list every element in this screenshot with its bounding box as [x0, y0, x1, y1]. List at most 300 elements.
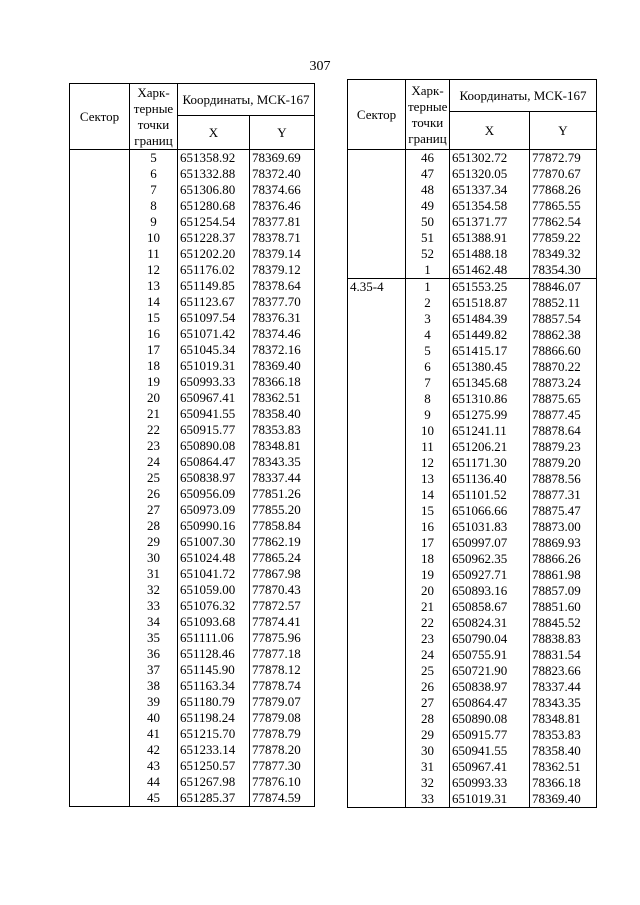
sector-cell: [70, 214, 130, 230]
table-row: [70, 422, 315, 438]
table-row: [70, 294, 315, 310]
sector-cell: [348, 407, 406, 423]
table-row: [70, 374, 315, 390]
y-coordinate-cell: 77865.55: [530, 198, 597, 214]
table-row: [348, 359, 597, 375]
point-number-cell: 21: [130, 406, 178, 422]
y-coordinate-cell: 78877.31: [530, 487, 597, 503]
table-row: [348, 791, 597, 808]
coords-header: Координаты, МСК-167: [178, 84, 315, 116]
table-row: [70, 758, 315, 774]
x-coordinate-cell: 651128.46: [178, 646, 250, 662]
y-coordinate-cell: 78869.93: [530, 535, 597, 551]
x-coordinate-cell: 651101.52: [450, 487, 530, 503]
y-coordinate-cell: 78358.40: [530, 743, 597, 759]
y-coordinate-cell: 78852.11: [530, 295, 597, 311]
x-coordinate-cell: 651380.45: [450, 359, 530, 375]
point-number-cell: 14: [130, 294, 178, 310]
x-coordinate-cell: 650993.33: [450, 775, 530, 791]
point-number-cell: 39: [130, 694, 178, 710]
table-row: [348, 343, 597, 359]
sector-cell: [348, 311, 406, 327]
y-coordinate-cell: 78875.65: [530, 391, 597, 407]
x-coordinate-cell: 651285.37: [178, 790, 250, 807]
table-row: [348, 246, 597, 262]
sector-cell: [348, 166, 406, 182]
sector-cell: [348, 455, 406, 471]
point-number-cell: 19: [130, 374, 178, 390]
y-coordinate-cell: 77874.59: [250, 790, 315, 807]
y-coordinate-cell: 78831.54: [530, 647, 597, 663]
y-coordinate-cell: 78379.14: [250, 246, 315, 262]
right-table-body: [348, 150, 597, 808]
point-number-cell: 17: [130, 342, 178, 358]
point-number-cell: 33: [130, 598, 178, 614]
table-row: [348, 663, 597, 679]
y-coordinate-cell: 77875.96: [250, 630, 315, 646]
y-coordinate-cell: 78866.60: [530, 343, 597, 359]
point-number-cell: 19: [406, 567, 450, 583]
table-row: [348, 375, 597, 391]
y-coordinate-cell: 78343.35: [530, 695, 597, 711]
y-coordinate-cell: 78376.31: [250, 310, 315, 326]
coordinates-table-left: [69, 83, 315, 807]
point-number-cell: 30: [406, 743, 450, 759]
sector-cell: [70, 246, 130, 262]
sector-cell: [348, 727, 406, 743]
sector-cell: [70, 694, 130, 710]
y-coordinate-cell: 78353.83: [250, 422, 315, 438]
y-coordinate-cell: 78348.81: [250, 438, 315, 454]
x-coordinate-cell: 650890.08: [450, 711, 530, 727]
point-number-cell: 2: [406, 295, 450, 311]
sector-cell: [70, 726, 130, 742]
table-row: [348, 775, 597, 791]
point-number-cell: 5: [130, 150, 178, 167]
point-number-cell: 26: [130, 486, 178, 502]
point-number-cell: 6: [130, 166, 178, 182]
y-coordinate-cell: 77879.08: [250, 710, 315, 726]
y-coordinate-cell: 77858.84: [250, 518, 315, 534]
point-number-cell: 31: [130, 566, 178, 582]
point-number-cell: 24: [406, 647, 450, 663]
sector-cell: [70, 502, 130, 518]
sector-cell: [70, 550, 130, 566]
table-row: [348, 743, 597, 759]
x-coordinate-cell: 651019.31: [178, 358, 250, 374]
table-row: [348, 711, 597, 727]
sector-cell: [70, 262, 130, 278]
point-number-cell: 32: [130, 582, 178, 598]
sector-cell: [70, 742, 130, 758]
table-row: [348, 407, 597, 423]
y-coordinate-cell: 78857.09: [530, 583, 597, 599]
x-coordinate-cell: 650941.55: [178, 406, 250, 422]
table-row: [70, 646, 315, 662]
x-coordinate-cell: 651449.82: [450, 327, 530, 343]
x-coordinate-cell: 650993.33: [178, 374, 250, 390]
y-coordinate-cell: 78877.45: [530, 407, 597, 423]
point-number-cell: 1: [406, 262, 450, 279]
point-number-cell: 5: [406, 343, 450, 359]
sector-cell: [348, 262, 406, 279]
y-coordinate-cell: 78873.24: [530, 375, 597, 391]
x-coordinate-cell: 651371.77: [450, 214, 530, 230]
point-number-cell: 18: [130, 358, 178, 374]
sector-cell: 4.35-4: [348, 279, 406, 296]
sector-cell: [70, 470, 130, 486]
y-coordinate-cell: 78349.32: [530, 246, 597, 262]
y-coordinate-cell: 77879.07: [250, 694, 315, 710]
y-coordinate-cell: 77870.43: [250, 582, 315, 598]
table-row: [70, 486, 315, 502]
x-coordinate-cell: 651358.92: [178, 150, 250, 167]
table-row: [348, 695, 597, 711]
y-coordinate-cell: 78343.35: [250, 454, 315, 470]
sector-cell: [348, 439, 406, 455]
sector-cell: [70, 278, 130, 294]
x-coordinate-cell: 651202.20: [178, 246, 250, 262]
y-coordinate-cell: 77877.30: [250, 758, 315, 774]
point-number-cell: 45: [130, 790, 178, 807]
sector-cell: [70, 374, 130, 390]
point-number-cell: 50: [406, 214, 450, 230]
table-row: [70, 390, 315, 406]
table-row: [70, 662, 315, 678]
x-coordinate-cell: 651163.34: [178, 678, 250, 694]
point-number-cell: 7: [406, 375, 450, 391]
point-number-cell: 13: [406, 471, 450, 487]
sector-cell: [70, 422, 130, 438]
y-coordinate-cell: 78838.83: [530, 631, 597, 647]
sector-cell: [348, 375, 406, 391]
table-row: [348, 262, 597, 279]
table-row: [70, 566, 315, 582]
x-coordinate-cell: 651123.67: [178, 294, 250, 310]
table-row: [348, 503, 597, 519]
y-coordinate-cell: 78362.51: [530, 759, 597, 775]
table-row: [70, 230, 315, 246]
y-coordinate-cell: 77878.79: [250, 726, 315, 742]
x-coordinate-cell: 651250.57: [178, 758, 250, 774]
point-number-cell: 26: [406, 679, 450, 695]
point-number-cell: 46: [406, 150, 450, 167]
x-coordinate-cell: 651233.14: [178, 742, 250, 758]
point-number-cell: 8: [130, 198, 178, 214]
y-coordinate-cell: 78377.81: [250, 214, 315, 230]
x-coordinate-cell: 651019.31: [450, 791, 530, 808]
left-table-body: [70, 150, 315, 807]
y-coordinate-cell: 78366.18: [530, 775, 597, 791]
point-number-cell: 29: [406, 727, 450, 743]
table-row: [348, 311, 597, 327]
table-row: [70, 214, 315, 230]
x-coordinate-cell: 651066.66: [450, 503, 530, 519]
sector-cell: [70, 310, 130, 326]
y-coordinate-cell: 78378.71: [250, 230, 315, 246]
table-row: [70, 534, 315, 550]
table-row: [70, 150, 315, 167]
y-coordinate-cell: 78875.47: [530, 503, 597, 519]
sector-cell: [348, 214, 406, 230]
table-row: [348, 487, 597, 503]
table-row: [70, 358, 315, 374]
point-number-cell: 11: [406, 439, 450, 455]
x-coordinate-cell: 651198.24: [178, 710, 250, 726]
x-coordinate-cell: 650893.16: [450, 583, 530, 599]
x-coordinate-cell: 650838.97: [450, 679, 530, 695]
y-coordinate-cell: 77870.67: [530, 166, 597, 182]
y-coordinate-cell: 77872.57: [250, 598, 315, 614]
table-row: [70, 502, 315, 518]
x-coordinate-cell: 650941.55: [450, 743, 530, 759]
y-coordinate-cell: 78354.30: [530, 262, 597, 279]
table-row: [348, 727, 597, 743]
sector-cell: [70, 758, 130, 774]
sector-cell: [70, 182, 130, 198]
table-row: [70, 438, 315, 454]
sector-cell: [70, 406, 130, 422]
sector-cell: [70, 646, 130, 662]
sector-cell: [348, 230, 406, 246]
y-coordinate-cell: 78878.64: [530, 423, 597, 439]
point-number-cell: 36: [130, 646, 178, 662]
table-row: [348, 583, 597, 599]
sector-cell: [70, 438, 130, 454]
point-number-cell: 35: [130, 630, 178, 646]
point-number-cell: 4: [406, 327, 450, 343]
table-row: [348, 631, 597, 647]
x-coordinate-cell: 651345.68: [450, 375, 530, 391]
sector-cell: [348, 343, 406, 359]
x-coordinate-cell: 650927.71: [450, 567, 530, 583]
point-number-cell: 44: [130, 774, 178, 790]
sector-cell: [70, 166, 130, 182]
x-coordinate-cell: 651093.68: [178, 614, 250, 630]
y-coordinate-cell: 77874.41: [250, 614, 315, 630]
sector-cell: [348, 503, 406, 519]
y-coordinate-cell: 78366.18: [250, 374, 315, 390]
table-row: [70, 550, 315, 566]
table-row: [70, 198, 315, 214]
point-number-cell: 22: [130, 422, 178, 438]
table-row: [348, 599, 597, 615]
y-coordinate-cell: 77859.22: [530, 230, 597, 246]
point-number-cell: 15: [130, 310, 178, 326]
x-coordinate-cell: 651553.25: [450, 279, 530, 296]
sector-cell: [348, 695, 406, 711]
sector-cell: [70, 390, 130, 406]
sector-cell: [70, 454, 130, 470]
y-coordinate-cell: 77851.26: [250, 486, 315, 502]
table-row: [70, 182, 315, 198]
x-coordinate-cell: 650973.09: [178, 502, 250, 518]
sector-cell: [348, 182, 406, 198]
x-coordinate-cell: 651215.70: [178, 726, 250, 742]
sector-cell: [70, 566, 130, 582]
x-coordinate-cell: 651206.21: [450, 439, 530, 455]
point-number-cell: 18: [406, 551, 450, 567]
sector-cell: [70, 294, 130, 310]
table-row: [348, 423, 597, 439]
sector-cell: [348, 198, 406, 214]
table-row: [348, 230, 597, 246]
table-row: [348, 471, 597, 487]
sector-cell: [348, 567, 406, 583]
table-row: [70, 582, 315, 598]
y-coordinate-cell: 78862.38: [530, 327, 597, 343]
point-number-cell: 41: [130, 726, 178, 742]
sector-cell: [348, 599, 406, 615]
table-row: [70, 710, 315, 726]
y-coordinate-cell: 78353.83: [530, 727, 597, 743]
sector-cell: [348, 471, 406, 487]
x-coordinate-cell: 650967.41: [178, 390, 250, 406]
x-coordinate-cell: 651488.18: [450, 246, 530, 262]
x-coordinate-cell: 650755.91: [450, 647, 530, 663]
table-row: [348, 182, 597, 198]
x-coordinate-cell: 651332.88: [178, 166, 250, 182]
x-coordinate-cell: 650915.77: [450, 727, 530, 743]
sector-cell: [70, 486, 130, 502]
table-row: [348, 439, 597, 455]
x-coordinate-cell: 651176.02: [178, 262, 250, 278]
point-number-cell: 43: [130, 758, 178, 774]
point-number-cell: 38: [130, 678, 178, 694]
sector-cell: [70, 790, 130, 807]
x-coordinate-cell: 651518.87: [450, 295, 530, 311]
y-coordinate-cell: 78374.66: [250, 182, 315, 198]
point-number-cell: 9: [130, 214, 178, 230]
sector-cell: [348, 535, 406, 551]
x-coordinate-cell: 651007.30: [178, 534, 250, 550]
x-coordinate-cell: 651484.39: [450, 311, 530, 327]
point-number-cell: 31: [406, 759, 450, 775]
sector-header: Сектор: [348, 80, 406, 150]
x-coordinate-cell: 651388.91: [450, 230, 530, 246]
sector-cell: [70, 678, 130, 694]
sector-cell: [348, 295, 406, 311]
sector-cell: [348, 487, 406, 503]
points-header: Харк-терные точки границ: [406, 80, 450, 150]
table-row: [348, 198, 597, 214]
point-number-cell: 11: [130, 246, 178, 262]
x-coordinate-cell: 650956.09: [178, 486, 250, 502]
point-number-cell: 25: [130, 470, 178, 486]
point-number-cell: 22: [406, 615, 450, 631]
table-row: [348, 327, 597, 343]
table-row: [348, 679, 597, 695]
y-coordinate-cell: 78879.20: [530, 455, 597, 471]
x-coordinate-cell: 650990.16: [178, 518, 250, 534]
point-number-cell: 14: [406, 487, 450, 503]
point-number-cell: 33: [406, 791, 450, 808]
x-coordinate-cell: 651302.72: [450, 150, 530, 167]
x-coordinate-cell: 651071.42: [178, 326, 250, 342]
x-coordinate-cell: 651136.40: [450, 471, 530, 487]
point-number-cell: 21: [406, 599, 450, 615]
sector-header: Сектор: [70, 84, 130, 150]
point-number-cell: 6: [406, 359, 450, 375]
sector-cell: [70, 582, 130, 598]
point-number-cell: 12: [130, 262, 178, 278]
point-number-cell: 40: [130, 710, 178, 726]
sector-cell: [70, 662, 130, 678]
table-row: [348, 647, 597, 663]
y-coordinate-cell: 77872.79: [530, 150, 597, 167]
table-row: [348, 551, 597, 567]
table-row: [70, 342, 315, 358]
table-row: [348, 567, 597, 583]
sector-cell: [348, 391, 406, 407]
table-row: [348, 455, 597, 471]
y-coordinate-cell: 78879.23: [530, 439, 597, 455]
y-coordinate-cell: 77862.19: [250, 534, 315, 550]
sector-cell: [348, 679, 406, 695]
y-coordinate-cell: 78846.07: [530, 279, 597, 296]
point-number-cell: 9: [406, 407, 450, 423]
sector-cell: [70, 534, 130, 550]
x-coordinate-cell: 651145.90: [178, 662, 250, 678]
point-number-cell: 29: [130, 534, 178, 550]
y-coordinate-cell: 78348.81: [530, 711, 597, 727]
table-row: [70, 774, 315, 790]
sector-cell: [70, 198, 130, 214]
x-coordinate-cell: 651171.30: [450, 455, 530, 471]
sector-cell: [348, 246, 406, 262]
x-coordinate-cell: 650790.04: [450, 631, 530, 647]
point-number-cell: 27: [406, 695, 450, 711]
x-coordinate-cell: 650838.97: [178, 470, 250, 486]
point-number-cell: 27: [130, 502, 178, 518]
table-row: [70, 726, 315, 742]
table-row: [70, 406, 315, 422]
table-row: [348, 535, 597, 551]
y-coordinate-cell: 78851.60: [530, 599, 597, 615]
sector-cell: [70, 230, 130, 246]
table-row: [348, 279, 597, 296]
y-coordinate-cell: 77855.20: [250, 502, 315, 518]
sector-cell: [70, 614, 130, 630]
table-row: [348, 391, 597, 407]
table-row: [70, 694, 315, 710]
table-row: [348, 759, 597, 775]
points-header: Харк-терные точки границ: [130, 84, 178, 150]
x-coordinate-cell: 651354.58: [450, 198, 530, 214]
y-coordinate-cell: 78372.16: [250, 342, 315, 358]
sector-cell: [70, 342, 130, 358]
x-coordinate-cell: 651180.79: [178, 694, 250, 710]
table-row: [70, 326, 315, 342]
page-number: 307: [309, 59, 331, 74]
x-coordinate-cell: 651149.85: [178, 278, 250, 294]
x-coordinate-cell: 651228.37: [178, 230, 250, 246]
point-number-cell: 25: [406, 663, 450, 679]
x-coordinate-cell: 651254.54: [178, 214, 250, 230]
table-row: [348, 615, 597, 631]
point-number-cell: 3: [406, 311, 450, 327]
sector-cell: [348, 711, 406, 727]
sector-cell: [348, 631, 406, 647]
sector-cell: [70, 150, 130, 167]
x-coordinate-cell: 651059.00: [178, 582, 250, 598]
point-number-cell: 8: [406, 391, 450, 407]
y-coordinate-cell: 77878.74: [250, 678, 315, 694]
y-coordinate-cell: 78358.40: [250, 406, 315, 422]
sector-cell: [70, 598, 130, 614]
y-coordinate-cell: 78845.52: [530, 615, 597, 631]
table-row: [70, 262, 315, 278]
